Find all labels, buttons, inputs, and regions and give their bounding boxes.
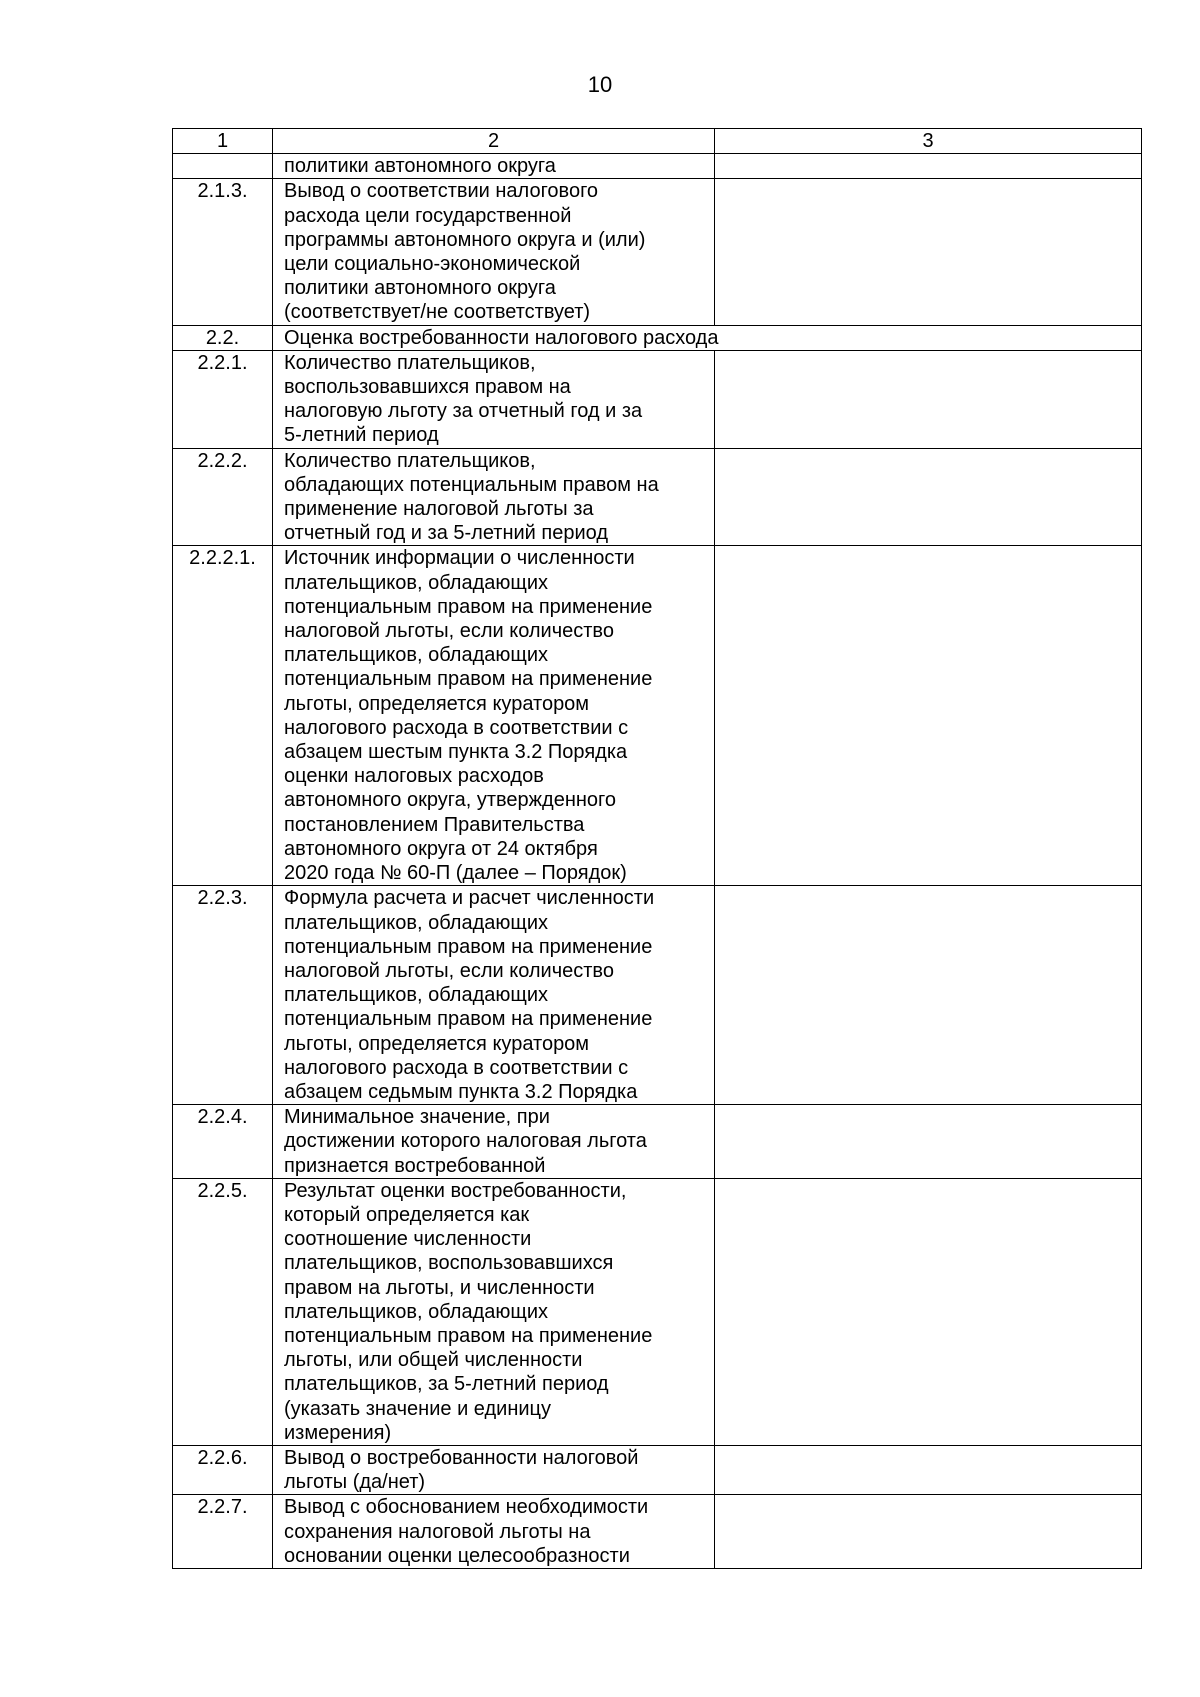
table-row — [173, 1445, 1142, 1494]
table-row — [173, 179, 1142, 325]
row-description: Минимальное значение, при достижении которого налоговая льгота признается востребованной — [273, 1105, 715, 1179]
table-row — [173, 1495, 1142, 1569]
row-number: 2.2.7. — [173, 1495, 273, 1569]
row-description: Оценка востребованности налогового расхода — [273, 325, 1142, 350]
table-row — [173, 154, 1142, 179]
table-header-row — [173, 129, 1142, 154]
row-number: 2.2.2.1. — [173, 546, 273, 886]
row-value — [715, 1178, 1142, 1445]
page-number: 10 — [587, 72, 613, 97]
row-value — [715, 546, 1142, 886]
row-value — [715, 154, 1142, 179]
row-value — [715, 886, 1142, 1105]
assessment-table — [172, 128, 1142, 1569]
row-description: политики автономного округа — [273, 154, 715, 179]
row-number: 2.2. — [173, 325, 273, 350]
table-row — [173, 886, 1142, 1105]
row-number: 2.2.2. — [173, 448, 273, 546]
row-value — [715, 1105, 1142, 1179]
row-number: 2.1.3. — [173, 179, 273, 325]
row-number: 2.2.1. — [173, 350, 273, 448]
table-row — [173, 1105, 1142, 1179]
row-description: Формула расчета и расчет численности плательщиков, обладающих потенциальным правом на применение налоговой льготы, если количество плательщиков, обладающих потенциальным правом на применение льготы, определяется куратором налогового расхода в соответствии с абзацем седьмым пункта 3.2 Порядка — [273, 886, 715, 1105]
table-row — [173, 448, 1142, 546]
column-header-1: 1 — [173, 129, 273, 154]
row-description: Вывод о востребованности налоговой льготы (да/нет) — [273, 1445, 715, 1494]
table-row — [173, 350, 1142, 448]
column-header-2: 2 — [273, 129, 715, 154]
row-number: 2.2.4. — [173, 1105, 273, 1179]
row-value — [715, 179, 1142, 325]
row-number: 2.2.6. — [173, 1445, 273, 1494]
row-number: 2.2.3. — [173, 886, 273, 1105]
row-value — [715, 350, 1142, 448]
table-row — [173, 325, 1142, 350]
row-description: Количество плательщиков, воспользовавшихся правом на налоговую льготу за отчетный год и за 5-летний период — [273, 350, 715, 448]
row-description: Вывод о соответствии налогового расхода цели государственной программы автономного округа и (или) цели социально-экономической политики автономного округа (соответствует/не соответствует) — [273, 179, 715, 325]
row-number: 2.2.5. — [173, 1178, 273, 1445]
table-row — [173, 546, 1142, 886]
row-description: Результат оценки востребованности, который определяется как соотношение численности плательщиков, воспользовавшихся правом на льготы, и численности плательщиков, обладающих потенциальным правом на применение льготы, или общей численности плательщиков, за 5-летний период (указать значение и единицу измерения) — [273, 1178, 715, 1445]
row-value — [715, 1495, 1142, 1569]
row-description: Источник информации о численности плательщиков, обладающих потенциальным правом на применение налоговой льготы, если количество плательщиков, обладающих потенциальным правом на применение льготы, определяется куратором налогового расхода в соответствии с абзацем шестым пункта 3.2 Порядка оценки налоговых расходов автономного округа, утвержденного постановлением Правительства автономного округа от 24 октября 2020 года № 60-П (далее – Порядок) — [273, 546, 715, 886]
row-description: Количество плательщиков, обладающих потенциальным правом на применение налоговой льготы за отчетный год и за 5-летний период — [273, 448, 715, 546]
row-value — [715, 1445, 1142, 1494]
row-number — [173, 154, 273, 179]
column-header-3: 3 — [715, 129, 1142, 154]
table-row — [173, 1178, 1142, 1445]
row-description: Вывод с обоснованием необходимости сохранения налоговой льготы на основании оценки целесообразности — [273, 1495, 715, 1569]
row-value — [715, 448, 1142, 546]
